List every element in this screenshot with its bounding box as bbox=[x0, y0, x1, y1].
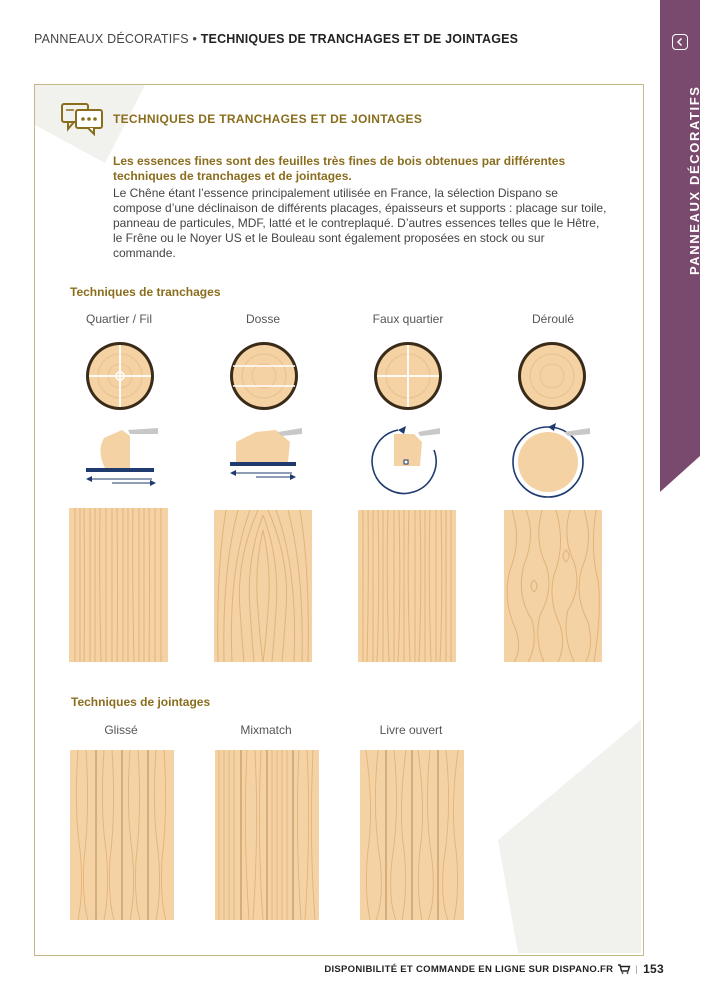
veneer-panel-faux-quartier bbox=[358, 510, 456, 662]
log-section-faux-quartier bbox=[372, 340, 444, 412]
section-title: TECHNIQUES DE TRANCHAGES ET DE JOINTAGES bbox=[113, 112, 423, 126]
footer bbox=[324, 962, 664, 976]
label-livre-ouvert: Livre ouvert bbox=[379, 723, 443, 737]
header-section: PANNEAUX DÉCORATIFS bbox=[34, 32, 189, 46]
intro-text: Le Chêne étant l’essence principalement utilisée en France, la sélection Dispano se compose d’une déclinaison de différents placages, épaisseurs et supports : placage sur toile, panneau de particules, MDF, latté et le contreplaqué. D’autres essences telles que le Hêtre, le Frêne ou le Noyer US et le Bouleau sont également proposées en stock ou sur commande. bbox=[113, 186, 607, 260]
veneer-panel-deroule bbox=[504, 510, 602, 662]
joint-panel-glisse bbox=[70, 750, 174, 920]
joint-panel-mixmatch bbox=[215, 750, 319, 920]
label-glisse: Glissé bbox=[104, 723, 138, 737]
back-arrow-icon[interactable] bbox=[672, 34, 688, 50]
page-number: 153 bbox=[643, 962, 664, 976]
label-quartier: Quartier / Fil bbox=[85, 312, 152, 326]
log-section-deroule bbox=[516, 340, 588, 412]
header-subtitle: TECHNIQUES DE TRANCHAGES ET DE JOINTAGES bbox=[200, 32, 519, 46]
veneer-panel-quartier bbox=[69, 508, 168, 662]
side-tab-label: PANNEAUX DÉCORATIFS bbox=[687, 85, 702, 275]
tranchages-heading: Techniques de tranchages bbox=[70, 285, 221, 299]
cut-diagram-quartier bbox=[82, 422, 158, 490]
cart-icon bbox=[618, 964, 630, 974]
label-dosse: Dosse bbox=[245, 312, 280, 326]
running-header bbox=[34, 32, 518, 46]
log-section-quartier bbox=[84, 340, 156, 412]
joint-panel-livre-ouvert bbox=[360, 750, 464, 920]
intro-lead: Les essences fines sont des feuilles très fines de bois obtenues par différentes techniques de tranchages et de jointages. bbox=[113, 154, 566, 183]
cut-diagram-deroule bbox=[512, 420, 592, 500]
footer-text[interactable]: DISPONIBILITÉ ET COMMANDE EN LIGNE SUR DISPANO.FR bbox=[324, 963, 614, 975]
footer-separator: | bbox=[635, 963, 639, 975]
cut-diagram-dosse bbox=[226, 422, 302, 490]
deco-corner-bottom bbox=[498, 720, 642, 954]
chat-icon bbox=[60, 102, 104, 136]
label-deroule: Déroulé bbox=[531, 312, 575, 326]
jointages-heading: Techniques de jointages bbox=[71, 695, 211, 709]
veneer-panel-dosse bbox=[214, 510, 312, 662]
cut-diagram-faux-quartier bbox=[368, 420, 444, 500]
label-mixmatch: Mixmatch bbox=[240, 723, 292, 737]
label-faux-quartier: Faux quartier bbox=[372, 312, 444, 326]
log-section-dosse bbox=[228, 340, 300, 412]
header-bullet: • bbox=[192, 32, 198, 46]
